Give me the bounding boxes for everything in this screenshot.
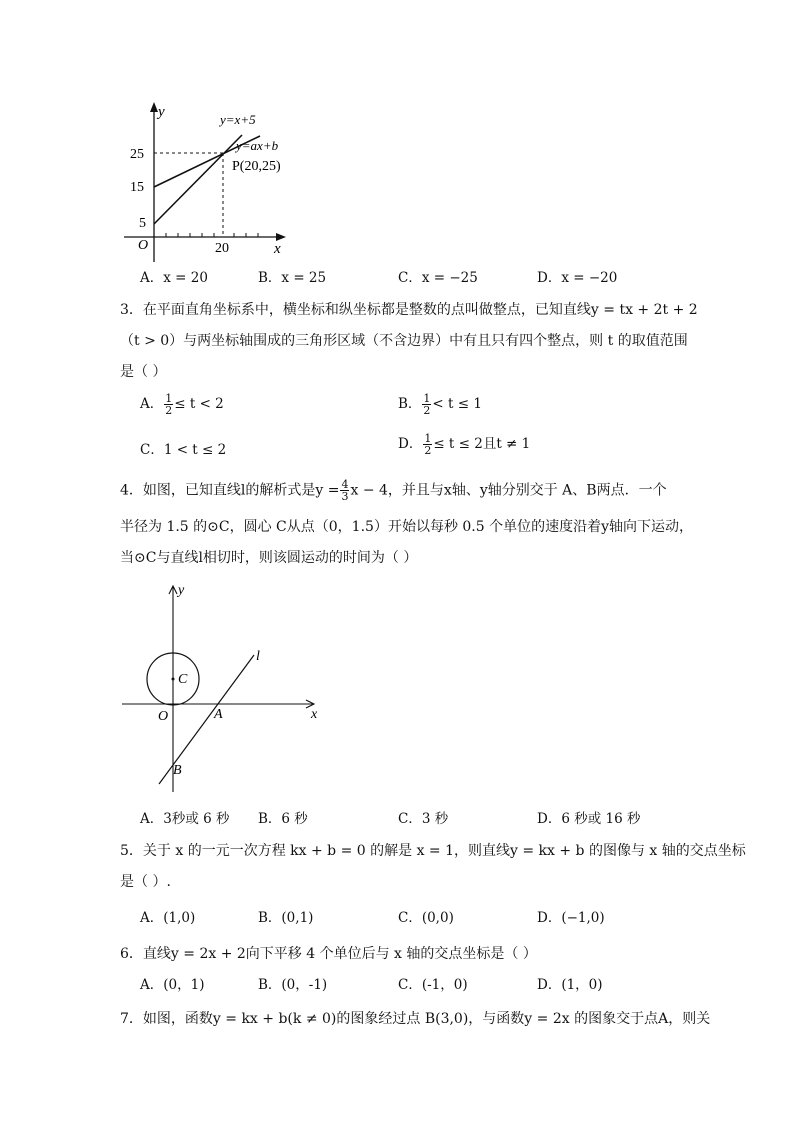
fig2-center-label: C: [178, 672, 188, 687]
fig1-y25-label: 25: [130, 147, 144, 162]
q4-line-3: 当⊙C与直线l相切时，则该圆运动的时间为（ ）: [120, 550, 418, 566]
q5-line-1: 5．关于 x 的一元一次方程 kx + b = 0 的解是 x = 1，则直线y = kx + b 的图像与 x 轴的交点坐标: [120, 843, 746, 859]
q2-option-a: A．x = 20: [140, 270, 208, 286]
q3-option-b: B． $\frac{1}{2}$ < t ≤ 1: [398, 392, 482, 417]
q6-option-b: B．(0，-1): [258, 977, 328, 993]
fig2-line-label: l: [256, 649, 260, 664]
q3-line-3: 是（ ）: [120, 364, 167, 380]
q4-line-1: 4．如图，已知直线l的解析式是y = $\frac{4}{3}$ x − 4，并且与x轴、y轴分别交于 A、B两点．一个: [120, 478, 667, 503]
fig1-y-label: y: [158, 104, 165, 120]
q5-option-a: A．(1,0): [140, 910, 196, 926]
figure-2-graph: [118, 578, 338, 798]
q5-option-c: C．(0,0): [398, 910, 454, 926]
q6-option-a: A．(0，1): [140, 977, 205, 993]
fig1-y15-label: 15: [130, 180, 144, 195]
fig2-origin-label: O: [158, 709, 169, 724]
q3-option-a: A． $\frac{1}{2}$ ≤ t < 2: [140, 392, 224, 417]
q6-line-1: 6．直线y = 2x + 2向下平移 4 个单位后与 x 轴的交点坐标是（ ）: [120, 946, 537, 962]
q3-option-c: C．1 < t ≤ 2: [140, 442, 227, 458]
fig2-x-label: x: [311, 707, 318, 722]
figure-1-graph: [120, 96, 320, 266]
q4-option-c: C．3 秒: [398, 811, 449, 827]
q2-option-d: D．x = −20: [537, 270, 618, 286]
fig1-y-arrow: [150, 102, 158, 112]
fig1-x20-label: 20: [215, 241, 229, 256]
fig1-x-arrow: [276, 233, 286, 241]
q5-line-2: 是（ ）.: [120, 874, 171, 890]
q3-line-1: 3．在平面直角坐标系中，横坐标和纵坐标都是整数的点叫做整点，已知直线y = tx + 2t + 2: [120, 302, 698, 318]
q4-line-2: 半径为 1.5 的⊙C，圆心 C从点（0，1.5）开始以每秒 0.5 个单位的速度沿着y轴向下运动，: [120, 519, 694, 535]
q6-option-c: C．(-1，0): [398, 977, 468, 993]
q5-option-b: B．(0,1): [258, 910, 314, 926]
fig2-center-dot: [172, 678, 175, 681]
fig2-y-label: y: [178, 583, 185, 598]
q4-option-a: A．3秒或 6 秒: [140, 811, 230, 827]
q2-option-c: C．x = −25: [398, 270, 478, 286]
q3-line-2: （t > 0）与两坐标轴围成的三角形区域（不含边界）中有且只有四个整点，则 t 的取值范围: [120, 333, 688, 349]
fig1-line1-label: y=x+5: [220, 112, 256, 127]
fig1-y5-label: 5: [139, 216, 146, 231]
q3-option-d: D． $\frac{1}{2}$ ≤ t ≤ 2且t ≠ 1: [398, 432, 531, 457]
q7-line-1: 7．如图，函数y = kx + b(k ≠ 0)的图象经过点 B(3,0)，与函数y = 2x 的图象交于点A，则关: [120, 1011, 711, 1027]
fig1-line-x-plus-5: [154, 135, 242, 224]
fig1-point-label: P(20,25): [232, 159, 281, 174]
q2-option-b: B．x = 25: [258, 270, 327, 286]
fig2-point-b-label: B: [173, 763, 182, 778]
q4-option-b: B．6 秒: [258, 811, 308, 827]
q4-option-d: D．6 秒或 16 秒: [537, 811, 641, 827]
fig1-line2-label: y=ax+b: [236, 138, 279, 153]
fig1-origin-label: O: [138, 238, 149, 253]
fig2-point-a-label: A: [214, 707, 223, 722]
q6-option-d: D．(1，0): [537, 977, 603, 993]
fig1-x-label: x: [274, 241, 281, 257]
q5-option-d: D．(−1,0): [537, 910, 605, 926]
